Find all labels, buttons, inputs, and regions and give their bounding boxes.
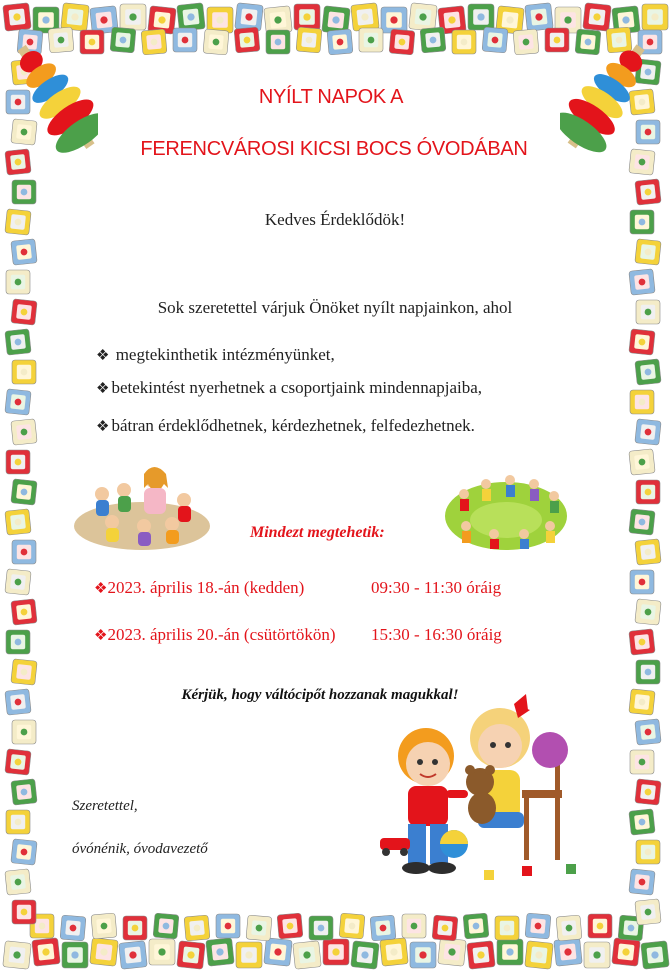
toy-block	[110, 27, 136, 53]
toy-block	[635, 179, 661, 205]
toy-block	[5, 509, 31, 535]
toy-block	[642, 4, 668, 30]
bullet-text: betekintést nyerhetnek a csoportjaink mindennapjaiba,	[111, 378, 483, 397]
can-do-heading: Mindezt megtehetik:	[250, 524, 385, 541]
toy-block	[62, 942, 88, 968]
toy-block	[60, 915, 86, 941]
title-line-1: NYÍLT NAPOK A	[258, 86, 404, 108]
toy-block	[351, 941, 380, 970]
toy-block	[6, 630, 30, 654]
toy-block	[630, 390, 654, 414]
shoe-request: Kérjük, hogy váltócipőt hozzanak magukkal!	[181, 687, 459, 703]
toy-block	[236, 942, 262, 968]
signature-name: óvónénik, óvodavezető	[72, 841, 208, 857]
toy-block	[61, 3, 90, 32]
toy-block	[629, 329, 655, 355]
toy-block	[12, 900, 36, 924]
intro-text: Sok szeretettel várjuk Önöket nyílt napjainkon, ahol	[157, 298, 513, 317]
toy-block	[3, 3, 32, 32]
toy-block	[141, 29, 167, 55]
toy-block	[184, 915, 210, 941]
toy-block	[635, 719, 661, 745]
toy-block	[12, 720, 36, 744]
toy-block	[584, 942, 610, 968]
toy-block	[5, 869, 31, 895]
time-range: 09:30 - 11:30 óráig	[371, 578, 502, 597]
toy-block	[266, 30, 290, 54]
toy-block	[432, 915, 458, 941]
toy-block	[206, 938, 235, 967]
toy-block	[554, 938, 583, 967]
toy-block	[629, 269, 655, 295]
diamond-bullet-icon: ❖	[94, 581, 108, 597]
diamond-bullet-icon: ❖	[96, 419, 110, 435]
toy-block	[452, 30, 476, 54]
toy-block	[351, 3, 380, 32]
toy-block	[402, 914, 426, 938]
toy-block	[583, 3, 612, 32]
toy-block	[513, 29, 539, 55]
date-text: 2023. április 18.-án (kedden)	[107, 578, 305, 597]
diamond-bullet-icon: ❖	[96, 348, 110, 364]
toy-block	[119, 941, 148, 970]
toy-block	[370, 915, 396, 941]
toy-block	[612, 938, 641, 967]
toy-block	[90, 938, 119, 967]
toy-block	[264, 938, 293, 967]
toy-block	[11, 839, 37, 865]
toy-block	[246, 915, 272, 941]
toy-block	[482, 27, 508, 53]
toy-block	[3, 941, 32, 970]
toy-block	[468, 4, 494, 30]
toy-block	[420, 27, 446, 53]
toy-block	[11, 479, 37, 505]
toy-block	[5, 329, 31, 355]
toy-block	[173, 28, 197, 52]
toy-block	[293, 941, 322, 970]
toy-block	[203, 29, 229, 55]
toy-block	[495, 916, 519, 940]
toy-block	[177, 941, 206, 970]
toy-block	[11, 779, 37, 805]
toy-block	[629, 509, 655, 535]
toy-block	[525, 913, 551, 939]
toy-block	[525, 3, 554, 32]
toy-block	[327, 29, 353, 55]
toy-block	[294, 4, 320, 30]
toy-block	[153, 913, 179, 939]
time-range: 15:30 - 16:30 óráig	[371, 625, 502, 644]
toy-block	[5, 749, 31, 775]
toy-block	[629, 629, 655, 655]
toy-block	[11, 239, 37, 265]
children-dancing-illustration	[444, 470, 568, 552]
toy-block	[11, 659, 37, 685]
diamond-bullet-icon: ❖	[96, 381, 110, 397]
toy-block	[438, 938, 467, 967]
toy-block	[216, 914, 240, 938]
toy-block	[207, 7, 233, 33]
toy-block	[235, 3, 264, 32]
toy-block	[588, 914, 612, 938]
toy-block	[629, 809, 655, 835]
toy-block	[12, 540, 36, 564]
toy-block	[635, 779, 661, 805]
greeting: Kedves Érdeklődök!	[264, 210, 406, 229]
date-row	[94, 625, 502, 645]
toy-block	[6, 810, 30, 834]
toy-block	[380, 938, 409, 967]
toy-block	[641, 941, 670, 970]
toy-block	[467, 941, 496, 970]
bullet-item	[96, 378, 482, 398]
toy-block	[277, 913, 303, 939]
toy-block	[5, 569, 31, 595]
toy-block	[177, 3, 206, 32]
date-row	[94, 578, 502, 598]
toy-block	[309, 916, 333, 940]
toy-block	[389, 29, 415, 55]
toy-block	[629, 869, 655, 895]
date-text: 2023. április 20.-án (csütörtökön)	[107, 625, 336, 644]
toy-block	[234, 27, 260, 53]
toy-block	[635, 239, 661, 265]
toy-block	[339, 913, 365, 939]
title-line-2: FERENCVÁROSI KICSI BOCS ÓVODÁBAN	[140, 138, 528, 160]
toy-block	[635, 899, 661, 925]
toy-block	[323, 939, 349, 965]
toy-block	[11, 599, 37, 625]
toy-block	[635, 359, 661, 385]
toy-block	[410, 942, 436, 968]
toy-block	[635, 419, 661, 445]
toy-block	[635, 599, 661, 625]
toy-block	[6, 450, 30, 474]
toy-block	[359, 28, 383, 52]
bullet-text: megtekinthetik intézményünket,	[111, 345, 335, 364]
toy-block	[636, 660, 660, 684]
diamond-bullet-icon: ❖	[94, 628, 108, 644]
toy-block	[11, 419, 37, 445]
toy-block	[636, 840, 660, 864]
toy-block	[149, 939, 175, 965]
toy-block	[32, 938, 61, 967]
toy-block	[463, 913, 489, 939]
bullet-item	[96, 416, 475, 436]
bullet-text: bátran érdeklődhetnek, kérdezhetnek, felfedezhetnek.	[111, 416, 475, 435]
toy-block	[556, 915, 582, 941]
toy-block	[409, 3, 438, 32]
toy-block	[630, 750, 654, 774]
toy-block	[6, 270, 30, 294]
toy-block	[123, 916, 147, 940]
toy-block	[120, 4, 146, 30]
toy-block	[5, 389, 31, 415]
toy-block	[497, 939, 523, 965]
toy-block	[12, 180, 36, 204]
toy-block	[636, 480, 660, 504]
toy-block	[91, 913, 117, 939]
toy-block	[12, 360, 36, 384]
toy-block	[525, 941, 554, 970]
kids-with-teddy-illustration	[372, 690, 582, 885]
toy-block	[296, 27, 322, 53]
toy-block	[635, 539, 661, 565]
signature-greeting: Szeretettel,	[72, 798, 138, 814]
toy-block	[630, 570, 654, 594]
toy-block	[629, 449, 655, 475]
bullet-item	[96, 345, 335, 365]
children-circle-illustration	[72, 460, 212, 552]
